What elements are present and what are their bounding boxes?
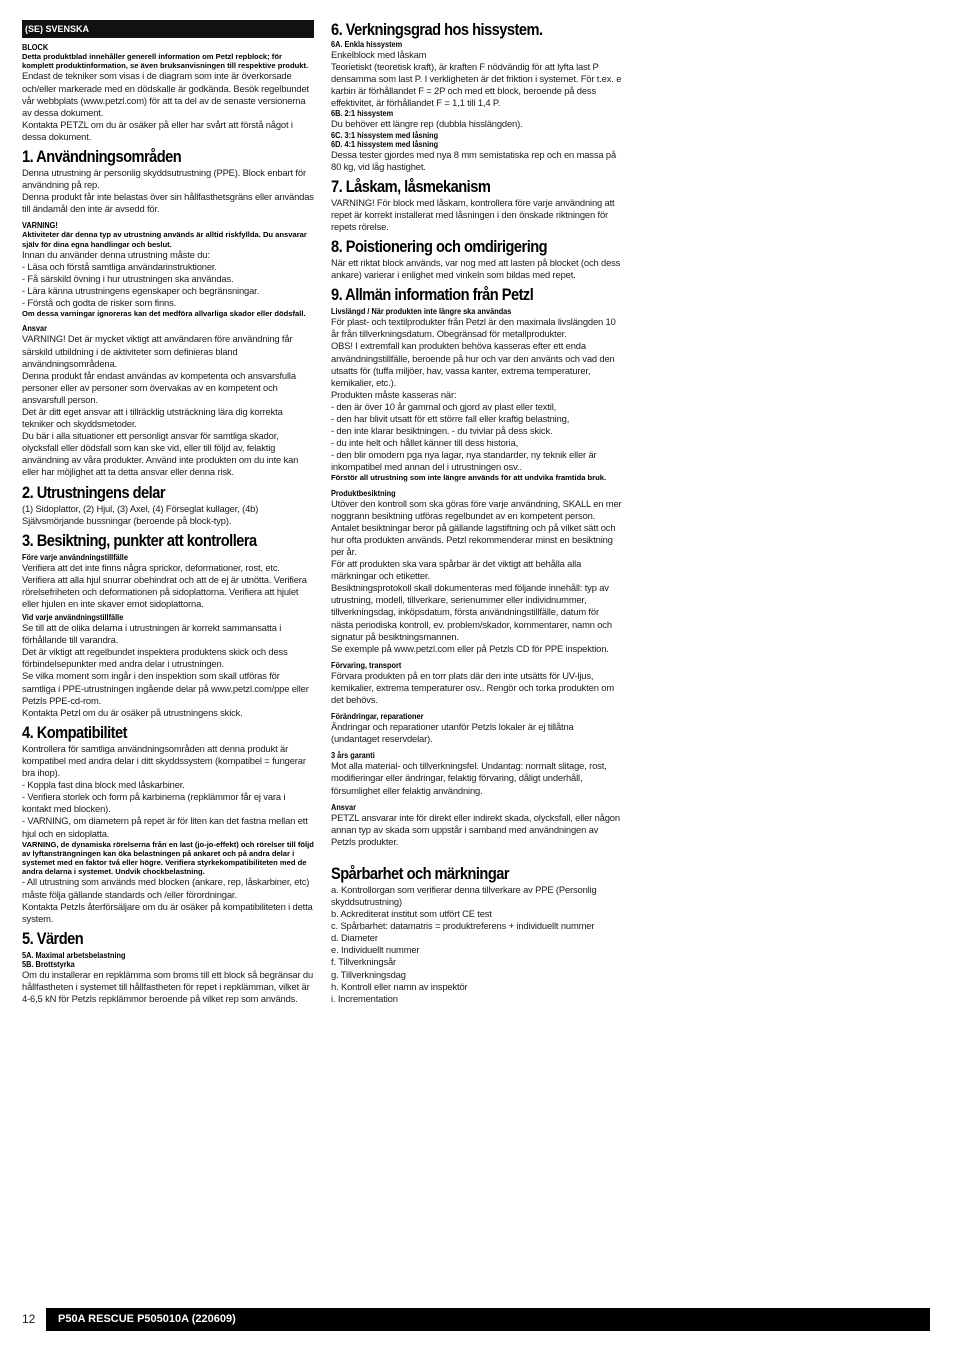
subheading: 6C. 3:1 hissystem med låsning [331, 130, 439, 140]
subheading: 6D. 4:1 hissystem med låsning [331, 139, 439, 149]
paragraph: Dessa tester gjordes med nya 8 mm semistatiska rep och en massa på 80 kg, vid låg hastighet. [331, 148, 617, 172]
paragraph: Denna produkt får inte belastas över sin hållfasthetsgräns eller användas till ändamål den inte är avsedd för. [22, 191, 314, 215]
paragraph: VARNING! För block med låskam, kontrollera före varje användning att repet är korrekt installerat med låsningen i den önskade riktningen för repets rörelse. [331, 196, 615, 232]
paragraph: Verifiera att det inte finns några sprickor, deformationer, rost, etc. Verifiera att alla hjul snurrar obehindrat och att de ej är utnötta. Verifiera rörelsefriheten och deformationen på sidoplattorna. Verifiera att hjulet eller hjulen en inte skaver emot sidoplattorna. [22, 561, 307, 610]
list-item: - Förstå och godta de risker som finns. [22, 297, 177, 309]
intro-paragraph: Endast de tekniker som visas i de diagram som inte är överkorsade och/eller markerade med en dödskalle är godkända. Besök regelbundet vår webbplats (www.petzl.com) för att ta del av de senaste versionerna av dessa dokument. [22, 70, 310, 118]
subheading: Vid varje användningstillfälle [22, 613, 124, 623]
section-title-traceability: Spårbarhet och märkningar [331, 863, 510, 883]
paragraph: Besiktningsprotokoll skall dokumenteras med följande innehåll: typ av utrustning, modell, tillverkare, serienummer eller individnummer, tillverkningsdag, inköpsdatum, första användningstillfälle, datum för nästa periodiska kontroll, ev. problem/skador, kommentarer, namn och signatur på besiktningsmannen. [331, 582, 612, 642]
subheading: 5B. Brottstyrka [22, 959, 75, 969]
responsibility-title: Ansvar [22, 324, 47, 334]
section-title-1: 1. Användningsområden [22, 146, 182, 166]
intro-bold: Detta produktblad innehåller generell information om Petzl repblock; för komplett produktinformation, se även bruksanvisningen till respektive produkt. [22, 52, 309, 71]
paragraph: Mot alla material- och tillverkningsfel. Undantag: normalt slitage, rost, modifieringar eller ändringar, felaktig förvaring, dåligt underhåll, försumlighet eller felaktig användning. [331, 760, 607, 796]
list-item: - Få särskild övning i hur utrustningen ska användas. [22, 272, 234, 284]
paragraph: Innan du använder denna utrustning måste du: [22, 248, 210, 260]
page-number: 12 [22, 1312, 36, 1326]
warning-end: Om dessa varningar ignoreras kan det medföra allvarliga skador eller dödsfall. [22, 309, 306, 319]
paragraph: För att produkten ska vara spårbar är det viktigt att behålla alla märkningar och etiketter. [331, 558, 582, 582]
paragraph: Produkten måste kasseras när: [331, 388, 457, 400]
paragraph: OBS! I extremfall kan produkten behöva kasseras efter ett enda användningstillfälle, beroende på hur och var den använts och vad den utsatts för (tuffa miljöer, hav, vassa kanter, extrema temperaturer, kemikalier, etc.). [331, 340, 615, 388]
subheading: Ansvar [331, 802, 356, 812]
list-item: i. Incrementation [331, 992, 398, 1004]
subheading: Livslängd / När produkten inte längre ska användas [331, 307, 512, 317]
paragraph: Det är viktigt att regelbundet inspektera produktens skick och dess förbindelsepunkter med andra delar i utrustningen. [22, 646, 288, 670]
list-item: d. Diameter [331, 932, 378, 944]
warning-title: VARNING! [22, 221, 58, 231]
section-title-9: 9. Allmän information från Petzl [331, 285, 534, 305]
list-item: a. Kontrollorgan som verifierar denna tillverkare av PPE (Personlig skyddsutrustning) [331, 883, 597, 907]
paragraph: När ett riktat block används, var nog med att lasten på blocket (och dess ankare) varierar i enlighet med vinkeln som bildas med repet. [331, 257, 621, 281]
section-title-6: 6. Verkningsgrad hos hissystem. [331, 20, 543, 39]
intro-paragraph: Kontakta PETZL om du är osäker på eller har svårt att förstå något i dessa dokument. [22, 118, 293, 142]
paragraph: Kontrollera för samtliga användningsområden att denna produkt är kompatibel med andra delar i ditt skyddssystem (kompatibel = fungerar bra ihop). [22, 742, 306, 779]
page-footer [22, 1308, 930, 1331]
list-item: - Koppla fast dina block med låskarbiner. [22, 779, 185, 791]
subheading: 6A. Enkla hissystem [331, 40, 403, 49]
paragraph: Du bär i alla situationer ett personligt ansvar för samtliga skador, olycksfall eller dödsfall som kan ske vid, eller till följd av, felaktig användning av våra produkter. Använd inte produkten om du inte kan eller har möjlighet att ta detta ansvar eller denna risk. [22, 430, 299, 478]
doc-reference: P50A RESCUE P505010A (220609) [46, 1308, 930, 1331]
warning-bold: VARNING, de dynamiska rörelserna från en last (jo-jo-effekt) och rörelser till följd av lyftansträngningen kan öka belastningen på ankaret och på andra delar i systemet med en faktor två eller högre. Verifiera styrkekompatibiliteten med de andra delarna i systemet. Undvik chockbelastning. [22, 839, 314, 877]
paragraph: Om du installerar en repklämma som broms till ett block så begränsar du hållfastheten i systemet till hållfastheten för repet i repklämman, vilket är 4-6,5 kN för Petzls repklämmor beroende på vilket rep som används. [22, 968, 314, 1004]
paragraph: För plast- och textilprodukter från Petzl är den maximala livslängden 10 år från tillverkningsdatum. Obegränsad för metallprodukter. [331, 316, 616, 340]
marking-list [331, 884, 623, 1005]
paragraph: Se exemple på www.petzl.com eller på Petzls CD för PPE inspektion. [331, 642, 609, 654]
left-column [22, 20, 314, 1005]
discard-list [331, 401, 623, 474]
paragraph: Denna produkt får endast användas av kompetenta och ansvarsfulla personer eller av personer som övervakas av en kompetent och ansvarsfull person. [22, 369, 296, 405]
paragraph: Förvara produkten på en torr plats där den inte utsätts för UV-ljus, kemikalier, extrema temperaturer osv.. Rengör och torka produkten om det behövs. [331, 669, 614, 706]
list-item: b. Ackrediterat institut som utfört CE test [331, 908, 492, 920]
subheading: Före varje användningstillfälle [22, 552, 128, 562]
warning-bold: Aktiviteter där denna typ av utrustning används är alltid riskfyllda. Du ansvarar själv för dina egna handlingar och beslut. [22, 230, 307, 249]
section-title-7: 7. Låskam, låsmekanism [331, 176, 491, 196]
paragraph: Det är ditt eget ansvar att i tillräcklig utsträckning lära dig korrekta tekniker och skyddsmetoder. [22, 405, 283, 430]
paragraph: (1) Sidoplattor, (2) Hjul, (3) Axel, (4) Förseglat kullager, (4b) Självsmörjande bussningar (beroende på block-typ). [22, 502, 259, 526]
paragraph: Kontakta Petzls återförsäljare om du är osäker på kompatibiliteten i detta system. [22, 900, 313, 924]
list-item: h. Kontroll eller namn av inspektör [331, 980, 468, 992]
list-item: - du inte helt och hållet känner till dess historia, [331, 437, 519, 449]
warning-list [22, 261, 314, 309]
list-item: f. Tillverkningsår [331, 956, 397, 968]
subheading: 6B. 2:1 hissystem [331, 109, 394, 119]
language-header: (SE) SVENSKA [22, 20, 314, 38]
list-item: - den har blivit utsatt för ett större fall eller kraftig belastning, [331, 412, 570, 424]
discard-end: Förstör all utrustning som inte längre används för att undvika framtida bruk. [331, 473, 607, 483]
subheading: Förvaring, transport [331, 660, 402, 670]
paragraph: PETZL ansvarar inte för direkt eller indirekt skada, olycksfall, eller någon annan typ av skada som uppstår i samband med användningen av Petzls produkter. [331, 811, 620, 847]
paragraph: Du behöver ett längre rep (dubbla hisslängden). [331, 118, 523, 130]
list-item: - VARNING, om diametern på repet är för liten kan det fastna mellan ett hjul och en sidoplatta. [22, 815, 308, 839]
list-item: c. Spårbarhet: datamatris = produktreferens + individuellt nummer [331, 920, 595, 932]
subheading: Produktbesiktning [331, 488, 396, 498]
right-column [331, 20, 623, 1005]
paragraph: Se till att de olika delarna i utrustningen är korrekt sammansatta i förhållande till varandra. [22, 622, 282, 646]
list-item: g. Tillverkningsdag [331, 968, 406, 980]
list-item: e. Individuellt nummer [331, 944, 420, 956]
section-title-4: 4. Kompatibilitet [22, 722, 127, 742]
paragraph: Utöver den kontroll som ska göras före varje användning, SKALL en mer noggrann besiktning utföras regelbundet av en kompetent person. Antalet besiktningar beror på gällande lagstiftning och på vilket sätt och hur ofta produkten används. Petzl rekommenderar minst en besiktning per år. [331, 497, 622, 558]
paragraph: Ändringar och reparationer utanför Petzls lokaler är ej tillåtna (undantaget reservdelar). [331, 721, 574, 745]
block-title: BLOCK [22, 43, 49, 52]
paragraph: Enkelblock med låskam [331, 49, 427, 60]
list-item: - den blir omodern pga nya lagar, nya standarder, ny teknik eller är inkompatibel med annan del i utrustningen osv.. [331, 449, 597, 473]
section-title-8: 8. Poistionering och omdirigering [331, 237, 548, 257]
paragraph: Teorietiskt (teoretisk kraft), är kraften F nödvändig för att lyfta last P densamma som last P. I verkligheten är det friktion i systemet. För t.ex. e karbin är förhållandet F = 2P och med ett block, beroende på dess effektivitet, är förhållandet F = 1,1 till 1,4 P. [331, 61, 622, 109]
subheading: 3 års garanti [331, 751, 375, 761]
paragraph: Kontakta Petzl om du är osäker på utrustningens skick. [22, 706, 243, 718]
subheading: Förändringar, reparationer [331, 712, 424, 722]
compat-list [22, 779, 314, 839]
paragraph: VARNING! Det är mycket viktigt att användaren före användning får särskild utbildning i de aktiviteter som definieras bland användningsområdena. [22, 333, 293, 369]
paragraph: Denna utrustning är personlig skyddsutrustning (PPE). Block enbart för användning på rep. [22, 166, 306, 191]
list-item: - den är över 10 år gammal och gjord av plast eller textil, [331, 400, 557, 412]
list-item: - Lära känna utrustningens egenskaper och begränsningar. [22, 285, 260, 297]
section-title-3: 3. Besiktning, punkter att kontrollera [22, 530, 257, 550]
section-title-2: 2. Utrustningens delar [22, 482, 166, 502]
paragraph: Se vilka moment som ingår i den inspektion som skall utföras för samtliga i PPE-utrustningen ingående delar på www.petzl.com/ppe eller Petzls PPE-cd-rom. [22, 670, 309, 706]
list-item: - Verifiera storlek och form på karbinerna (repklämmor får ej vara i kontakt med blocken). [22, 791, 286, 815]
subheading: 5A. Maximal arbetsbelastning [22, 950, 126, 960]
list-item: - Läsa och förstå samtliga användarinstruktioner. [22, 260, 217, 272]
section-title-5: 5. Värden [22, 928, 84, 948]
list-item: - den inte klarar besiktningen. - du tvivlar på dess skick. [331, 425, 553, 437]
paragraph: - All utrustning som används med blocken (ankare, rep, låskarbiner, etc) måste följa gällande standards och /eller förordningar. [22, 876, 310, 900]
